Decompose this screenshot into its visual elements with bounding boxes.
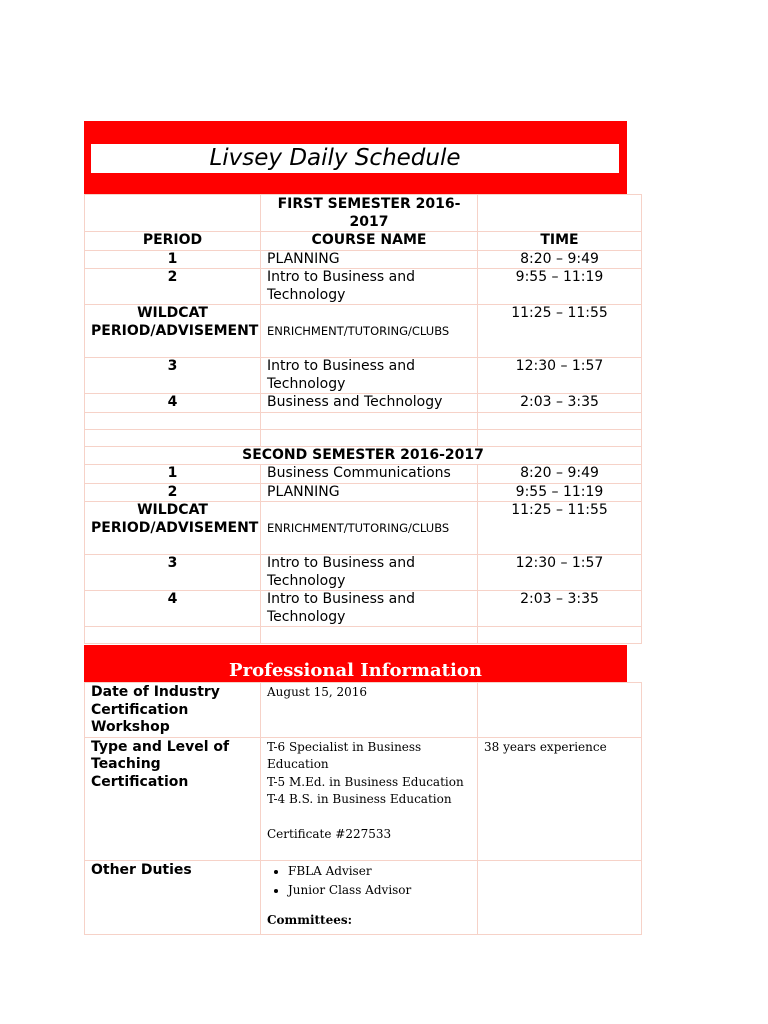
first-semester-heading-row [85, 195, 642, 232]
certification-details: T-6 Specialist in Business Education T-5 M.Ed. in Business Education T-4 B.S. in Business Education Certificate #227533 [261, 737, 478, 860]
table-row: WILDCAT PERIOD/ADVISEMENT ENRICHMENT/TUTORING/CLUBS 11:25 – 11:55 [85, 502, 642, 555]
workshop-label: Date of Industry Certification Workshop [85, 683, 261, 738]
duties-list [261, 860, 478, 934]
table-row: 1 PLANNING 8:20 – 9:49 [85, 250, 642, 269]
period-header: PERIOD [85, 232, 261, 251]
schedule-table [84, 194, 642, 644]
course-header: COURSE NAME [261, 232, 478, 251]
professional-info-table [84, 682, 642, 935]
time-header: TIME [478, 232, 642, 251]
spacer-row [85, 412, 642, 429]
second-semester-heading-row [85, 446, 642, 465]
spacer-row [85, 627, 642, 644]
table-row: WILDCAT PERIOD/ADVISEMENT ENRICHMENT/TUTORING/CLUBS 11:25 – 11:55 [85, 305, 642, 358]
certification-label: Type and Level of Teaching Certification [85, 737, 261, 860]
workshop-row [85, 683, 642, 738]
experience: 38 years experience [478, 737, 642, 860]
spacer-row [85, 429, 642, 446]
table-row: 2 PLANNING 9:55 – 11:19 [85, 483, 642, 502]
duties-row [85, 860, 642, 934]
table-row: 1 Business Communications 8:20 – 9:49 [85, 465, 642, 484]
page-title: Livsey Daily Schedule [209, 145, 461, 171]
duties-label: Other Duties [85, 860, 261, 934]
table-row: 2 Intro to Business and Technology 9:55 – 11:19 [85, 269, 642, 305]
table-row: 4 Intro to Business and Technology 2:03 – 3:35 [85, 591, 642, 627]
professional-info-heading: Professional Information [229, 660, 482, 681]
certification-row [85, 737, 642, 860]
list-item: • Junior Class Advisor [288, 881, 471, 900]
column-header-row [85, 232, 642, 251]
table-row: 4 Business and Technology 2:03 – 3:35 [85, 394, 642, 413]
title-banner [84, 121, 627, 194]
first-semester-heading: FIRST SEMESTER 2016-2017 [261, 195, 478, 232]
list-item: • FBLA Adviser [288, 862, 471, 881]
certificate-number: Certificate #227533 [267, 826, 392, 841]
schedule-document [84, 121, 627, 935]
committees-label: Committees: [267, 912, 353, 927]
title-box [91, 144, 619, 173]
table-row: 3 Intro to Business and Technology 12:30 – 1:57 [85, 358, 642, 394]
professional-info-banner [84, 645, 627, 682]
workshop-date: August 15, 2016 [261, 683, 478, 738]
second-semester-heading: SECOND SEMESTER 2016-2017 [85, 446, 642, 465]
table-row: 3 Intro to Business and Technology 12:30 – 1:57 [85, 555, 642, 591]
